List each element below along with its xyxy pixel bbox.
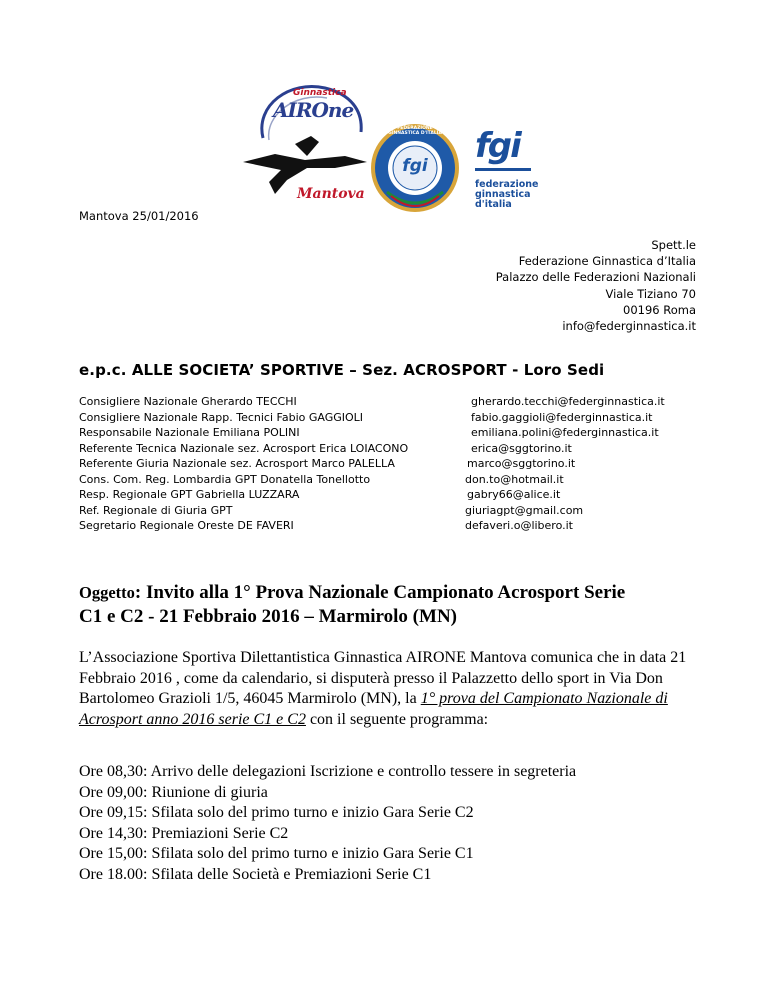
program-row xyxy=(79,844,719,865)
program-row xyxy=(79,762,719,783)
program-time: Ore 18.00: xyxy=(79,865,148,883)
body-paragraph xyxy=(79,648,694,730)
recipient-line: Palazzo delle Federazioni Nazionali xyxy=(495,270,696,285)
program-row xyxy=(79,865,719,886)
program-time: Ore 08,30: xyxy=(79,763,148,780)
program-activity: Premiazioni Serie C2 xyxy=(151,824,289,842)
contact-email: gabry66@alice.it xyxy=(467,488,561,501)
contact-row xyxy=(79,503,719,519)
program-time: Ore 09,00: xyxy=(79,783,148,801)
program-row xyxy=(79,803,719,824)
recipient-line: Spett.le xyxy=(651,238,696,252)
contact-email: defaveri.o@libero.it xyxy=(465,519,573,532)
fgi-wordmark xyxy=(475,180,538,210)
recipient-line: Federazione Ginnastica d’Italia xyxy=(518,254,696,269)
seal-ring-text: FEDERAZIONE GINNASTICA D'ITALIA xyxy=(388,126,442,136)
body-underlined: 1° prova del Campionato Nazionale di Acrosport anno 2016 serie C1 e C2 xyxy=(79,690,668,728)
contact-row xyxy=(79,487,719,503)
contacts-list xyxy=(79,394,719,534)
program-row xyxy=(79,783,719,804)
body-part-2: con il seguente programma: xyxy=(305,710,489,728)
contact-row xyxy=(79,472,719,488)
subject-label: Oggetto xyxy=(79,583,135,602)
fgi-line-3: d'italia xyxy=(475,199,512,210)
contact-role: Segretario Regionale Oreste DE FAVERI xyxy=(79,519,294,532)
contact-email: emiliana.polini@federginnastica.it xyxy=(471,426,659,439)
contact-role: Referente Tecnica Nazionale sez. Acrosport Erica LOIACONO xyxy=(79,441,409,455)
contact-email: don.to@hotmail.it xyxy=(465,472,564,486)
program-activity: Arrivo delle delegazioni Iscrizione e controllo tessere in segreteria xyxy=(150,763,577,780)
airone-top-text: Ginnastica xyxy=(293,88,347,98)
fgi-mark-text: fgi xyxy=(475,126,520,166)
program-row xyxy=(79,824,719,845)
contact-row xyxy=(79,441,719,457)
program-activity: Sfilata solo del primo turno e inizio Gara Serie C2 xyxy=(151,804,474,821)
contact-role: Cons. Com. Reg. Lombardia GPT Donatella Tonellotto xyxy=(79,472,371,486)
subject-text-1: : Invito alla 1° Prova Nazionale Campionato Acrosport Serie xyxy=(134,582,626,603)
contact-row xyxy=(79,394,719,410)
contact-email: giuriagpt@gmail.com xyxy=(465,503,584,517)
program-time: Ore 09,15: xyxy=(79,804,148,821)
fgi-line-1: federazione xyxy=(475,179,539,190)
letter-date: Mantova 25/01/2016 xyxy=(79,209,199,223)
recipient-line: Viale Tiziano 70 xyxy=(605,286,696,301)
program-activity: Riunione di giuria xyxy=(151,783,268,801)
subject-line-1 xyxy=(79,581,719,605)
contact-role: Referente Giuria Nazionale sez. Acrosport Marco PALELLA xyxy=(79,457,395,470)
contact-role: Resp. Regionale GPT Gabriella LUZZARA xyxy=(79,488,300,501)
contact-role: Responsabile Nazionale Emiliana POLINI xyxy=(79,426,300,439)
program-activity: Sfilata delle Società e Premiazioni Serie C1 xyxy=(151,865,432,883)
seal-center-text: fgi xyxy=(402,156,428,176)
cc-heading: e.p.c. ALLE SOCIETA’ SPORTIVE – Sez. ACROSPORT - Loro Sedi xyxy=(79,361,605,379)
contact-row xyxy=(79,425,719,441)
contact-row xyxy=(79,456,719,472)
airone-logo xyxy=(235,70,370,208)
recipient-address xyxy=(496,237,696,334)
program-activity: Sfilata solo del primo turno e inizio Gara Serie C1 xyxy=(151,845,474,862)
fgi-logo xyxy=(475,126,555,226)
program-time: Ore 14,30: xyxy=(79,824,148,842)
fgi-seal xyxy=(369,122,461,214)
recipient-email: info@federginnastica.it xyxy=(562,319,696,334)
fgi-line-2: ginnastica xyxy=(475,189,531,200)
contact-email: gherardo.tecchi@federginnastica.it xyxy=(471,395,665,408)
contact-row xyxy=(79,410,719,426)
contact-email: marco@sggtorino.it xyxy=(467,457,576,470)
airone-name-text: AIROne xyxy=(273,98,354,122)
subject-text-2: C1 e C2 - 21 Febbraio 2016 – Marmirolo (MN) xyxy=(79,606,457,627)
header-logos xyxy=(235,70,675,220)
contact-role: Ref. Regionale di Giuria GPT xyxy=(79,503,233,517)
subject-heading xyxy=(79,581,719,629)
airone-city-text: Mantova xyxy=(297,186,365,202)
recipient-line: 00196 Roma xyxy=(623,302,696,317)
contact-role: Consigliere Nazionale Rapp. Tecnici Fabio GAGGIOLI xyxy=(79,410,364,424)
contact-role: Consigliere Nazionale Gherardo TECCHI xyxy=(79,395,297,408)
fgi-underline-icon xyxy=(475,166,535,176)
contact-row xyxy=(79,518,719,534)
contact-email: fabio.gaggioli@federginnastica.it xyxy=(471,410,653,424)
program-schedule xyxy=(79,762,719,885)
body-part-1: L’Associazione Sportiva Dilettantistica Ginnastica AIRONE Mantova comunica che in data 21 Febbraio 2016 , come da calendario, si disputerà presso il Palazzetto dello sport in Via Don Bartolomeo Grazioli 1/5, 46045 Marmirolo (MN), la xyxy=(79,649,687,707)
program-time: Ore 15,00: xyxy=(79,845,148,862)
contact-email: erica@sggtorino.it xyxy=(471,441,572,455)
